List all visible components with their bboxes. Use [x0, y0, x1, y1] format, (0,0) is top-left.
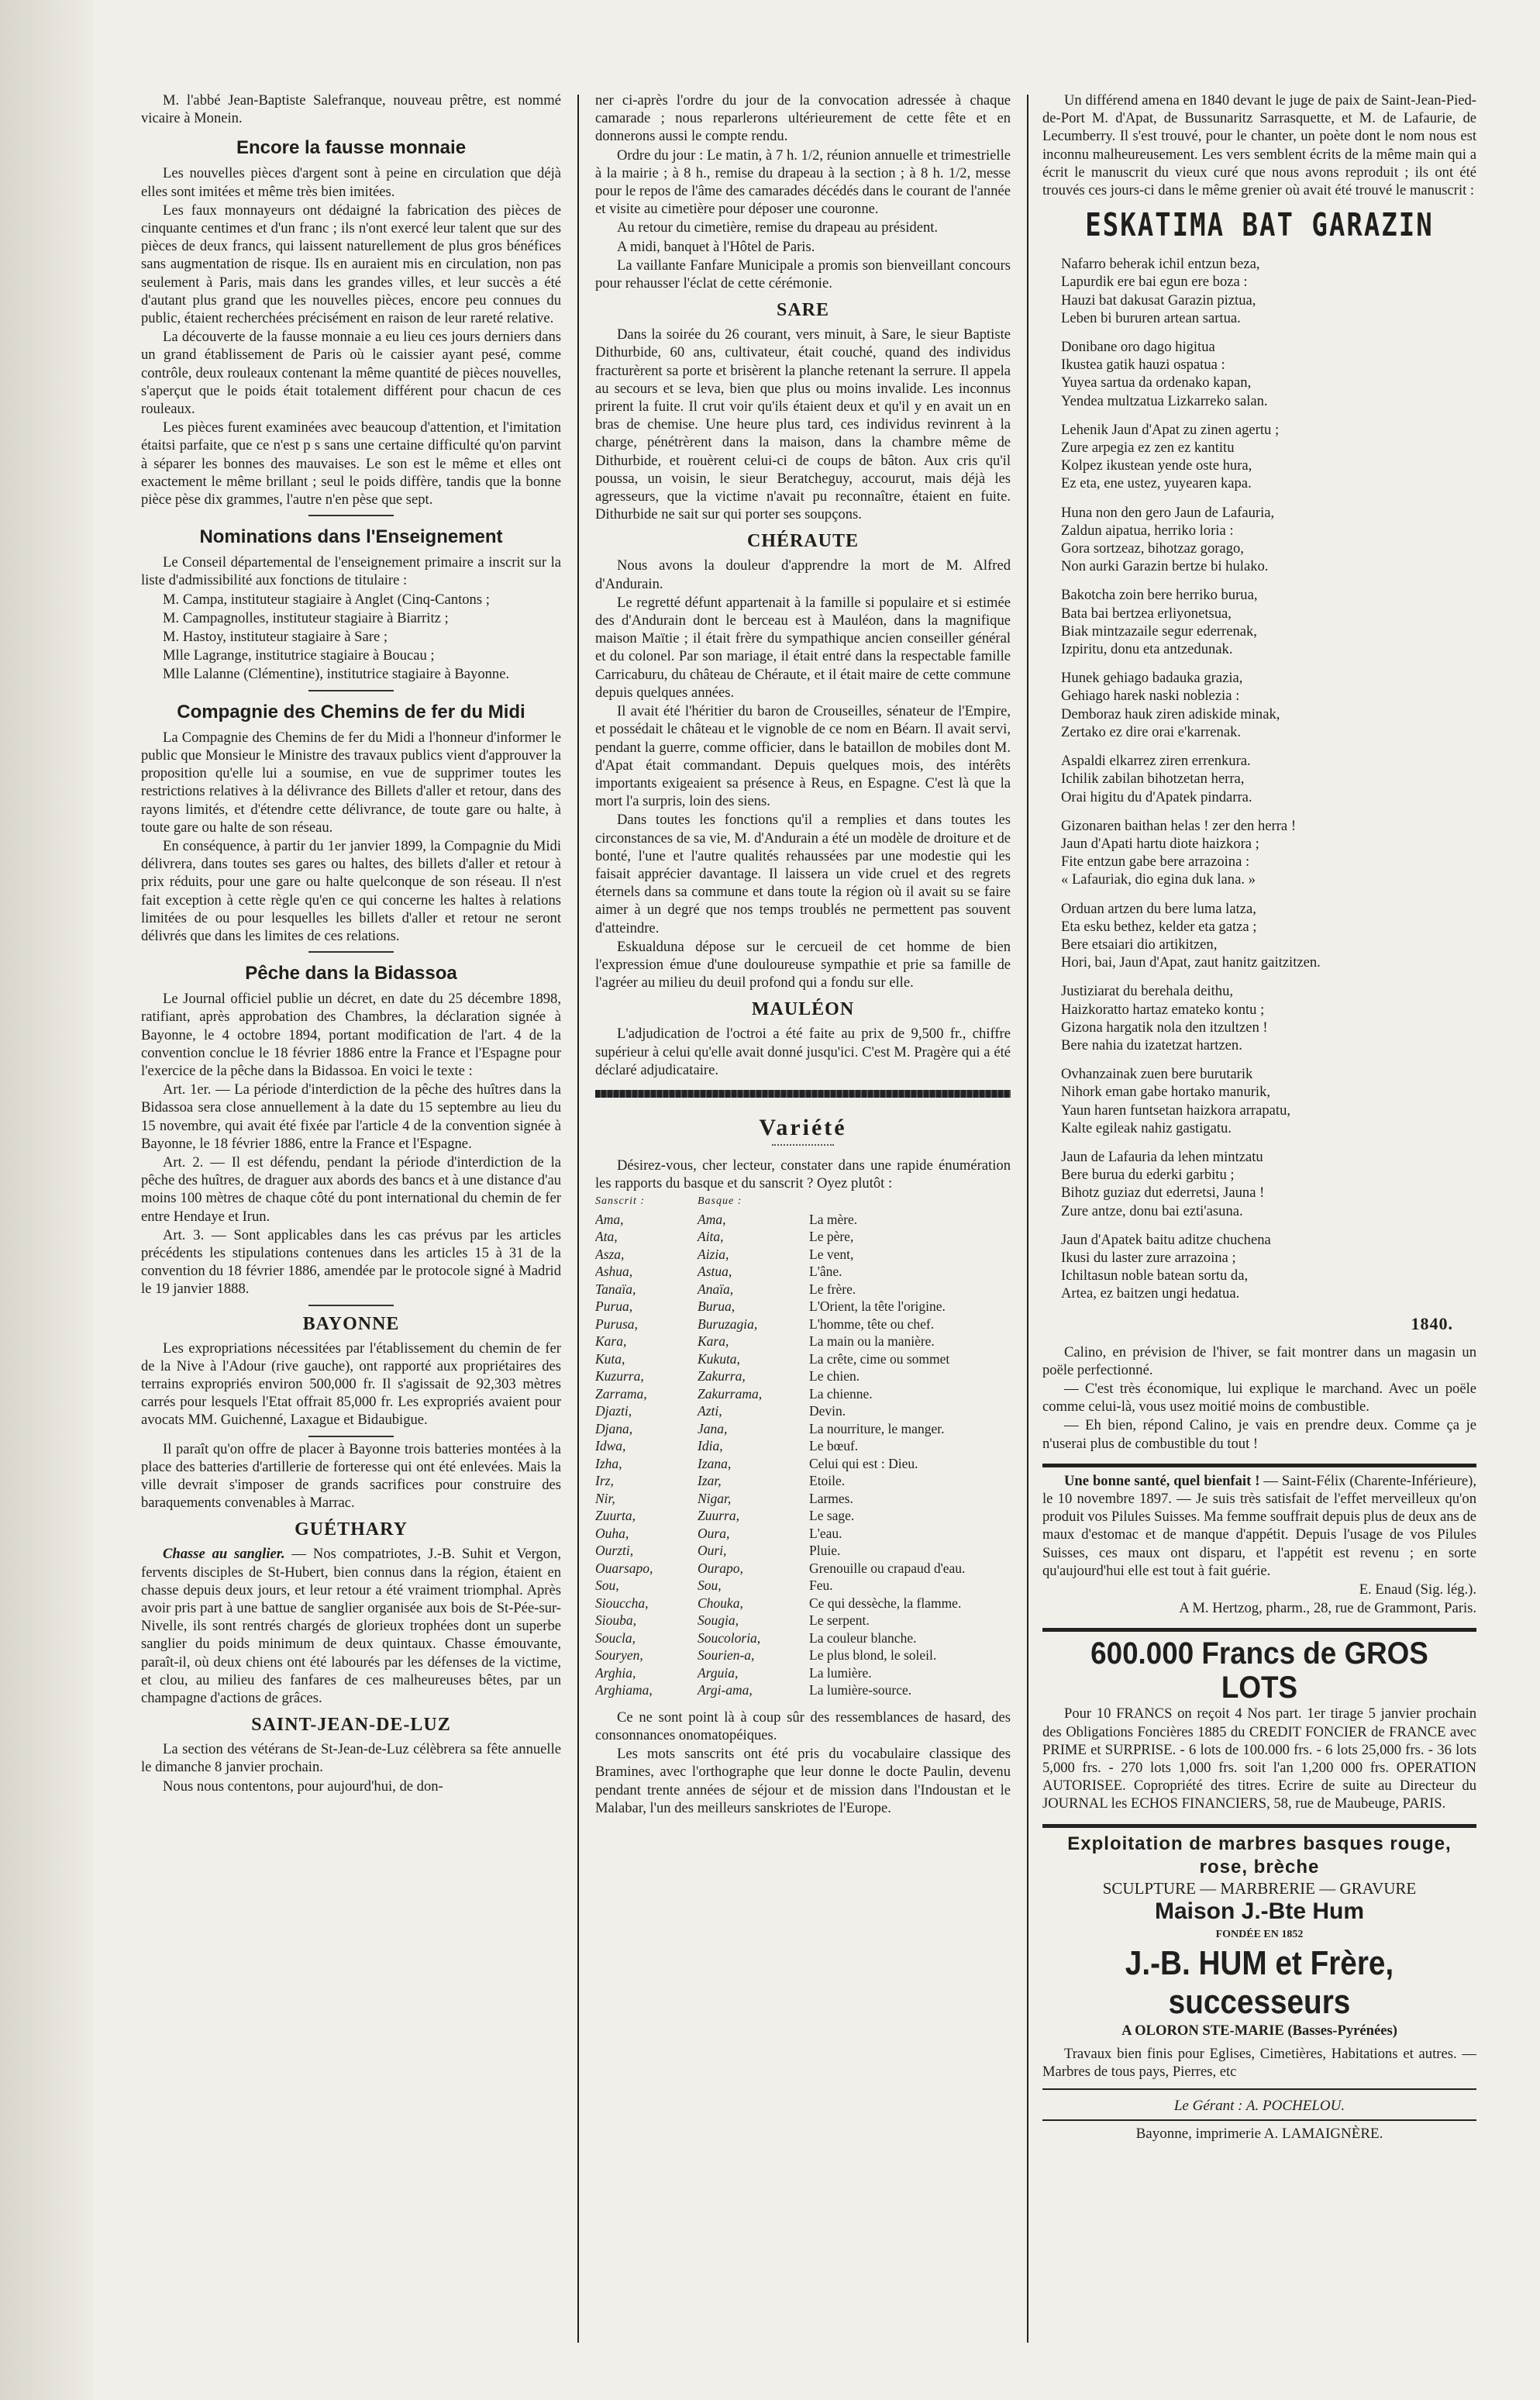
- vocab-row: [595, 1298, 1011, 1316]
- article-paragraph: [141, 1545, 561, 1707]
- poem-line: Gora sortzeaz, bihotzaz gorago,: [1061, 540, 1244, 557]
- vocab-meaning: Etoile.: [809, 1473, 846, 1489]
- poem-line: Orai higitu du d'Apatek pindarra.: [1061, 788, 1252, 805]
- vocab-header-sanscrit: Sanscrit :: [595, 1195, 646, 1208]
- intro-text: M. l'abbé Jean-Baptiste Salefranque, nouveau prêtre, est nommé vicaire à Monein.: [141, 92, 561, 127]
- ad-marbres-line6: A OLORON STE-MARIE (Basses-Pyrénées): [1121, 2022, 1397, 2039]
- heading-fausse-monnaie: Encore la fausse monnaie: [236, 137, 467, 159]
- vocab-meaning: La lumière.: [809, 1664, 872, 1681]
- poem-stanza: [1061, 817, 1476, 889]
- poem-line: Hauzi bat dakusat Garazin piztua,: [1061, 291, 1256, 309]
- vocab-sanscrit: Soucla,: [595, 1629, 636, 1646]
- heading-bayonne: BAYONNE: [302, 1313, 400, 1334]
- vocab-basque: Kara,: [698, 1333, 729, 1350]
- vocab-sanscrit: Arghia,: [595, 1664, 636, 1681]
- poem-line: Lehenik Jaun d'Apat zu zinen agertu ;: [1061, 421, 1280, 438]
- vocab-meaning: Le serpent.: [809, 1612, 870, 1629]
- vocab-sanscrit: Izha,: [595, 1455, 622, 1471]
- vocab-header: [595, 1193, 1011, 1211]
- vocab-meaning: L'eau.: [809, 1525, 842, 1541]
- vocab-meaning: Larmes.: [809, 1490, 853, 1506]
- vocab-meaning: Le chien.: [809, 1368, 860, 1384]
- poem-line: Justiziarat du berehala deithu,: [1061, 983, 1234, 1000]
- separator: [308, 951, 394, 953]
- vocab-basque: Izana,: [698, 1455, 732, 1471]
- vocab-row: [595, 1246, 1011, 1264]
- scan-margin: [0, 0, 93, 2400]
- vocab-row: [595, 1490, 1011, 1508]
- vocab-meaning: Le plus blond, le soleil.: [809, 1647, 937, 1664]
- vocab-basque: Chouka,: [698, 1595, 743, 1611]
- vocab-header-meaning: [809, 1193, 1011, 1211]
- vocab-basque: Izar,: [698, 1473, 722, 1489]
- vocab-row: [595, 1664, 1011, 1682]
- imprimerie: Bayonne, imprimerie A. LAMAIGNÈRE.: [1042, 2119, 1476, 2143]
- vocab-meaning: La crête, cime ou sommet: [809, 1350, 950, 1367]
- poem-line: Yaun haren funtsetan haizkora arrapatu,: [1061, 1102, 1291, 1119]
- vocab-meaning: L'âne.: [809, 1264, 842, 1280]
- vocab-sanscrit: Arghiama,: [595, 1682, 653, 1698]
- section-divider: [595, 1090, 1011, 1098]
- ad-marbres-line1: Exploitation de marbres basques rouge, rose, brèche: [1067, 1833, 1452, 1878]
- ad-divider: [1042, 1628, 1476, 1632]
- poem-stanza: [1061, 669, 1476, 741]
- ad-gros-lots-text: Pour 10 FRANCS on reçoit 4 Nos part. 1er tirage 5 janvier prochain des Obligations Foncières 1885 du CREDIT FONCIER de FRANCE avec PRIME et SURPRISE. - 6 lots de 100.000 frs. - 6 lots 25,000 frs. - 36 lots 5,000 frs. - 270 lots 1,000 frs. soit l'an 1,200 000 frs. OPERATION AUTORISEE. Copropriété des titres. Ecrire de suite au Directeur du JOURNAL les ECHOS FINANCIERS, 58, rue de Maubeuge, PARIS.: [1042, 1705, 1476, 1812]
- poem-stanza: [1061, 1148, 1476, 1220]
- vocab-sanscrit: Ouarsapo,: [595, 1560, 653, 1576]
- vocab-basque: Arguia,: [698, 1664, 739, 1681]
- vocab-sanscrit: Siouba,: [595, 1612, 636, 1629]
- poem-stanza: [1061, 255, 1476, 327]
- poem-stanza: [1061, 900, 1476, 972]
- poem-line: Jaun d'Apati hartu diote haizkora ;: [1061, 835, 1259, 852]
- poem-line: Haizkoratto hartaz emateko kontu ;: [1061, 1001, 1265, 1018]
- vocab-row: [595, 1525, 1011, 1543]
- vocab-table: [595, 1193, 1011, 1699]
- article-paragraph: Les pièces furent examinées avec beaucoup d'attention, et l'imitation étaitsi parfaite, que ce n'est p s sans une certaine difficulté qu'on parvint à séparer les bonnes des mauvaises. Le son est le même et elles ont exactement le même brillant ; seul le poids diffère, tandis que la bonne pièce pèse dix grammes, l'autre n'en pèse que sept.: [141, 419, 561, 509]
- poem-stanza: [1061, 1065, 1476, 1137]
- vocab-basque: Buruzagia,: [698, 1316, 758, 1332]
- poem-stanza: [1061, 586, 1476, 658]
- ad-divider: [1042, 1464, 1476, 1467]
- poem-line: Huna non den gero Jaun de Lafauria,: [1061, 504, 1275, 521]
- ad-signature: E. Enaud (Sig. lég.).: [1359, 1581, 1476, 1598]
- footer-divider: [1042, 2088, 1476, 2090]
- poem-line: Demboraz hauk ziren adiskide minak,: [1061, 705, 1280, 722]
- vocab-row: [595, 1595, 1011, 1612]
- ad-address: A M. Hertzog, pharm., 28, rue de Grammont, Paris.: [1179, 1600, 1476, 1617]
- vocab-row: [595, 1542, 1011, 1560]
- gerant: Le Gérant : A. POCHELOU.: [1173, 2098, 1345, 2115]
- vocab-row: [595, 1281, 1011, 1298]
- vocab-sanscrit: Ashua,: [595, 1264, 633, 1280]
- poem-line: Bere burua du ederki garbitu ;: [1061, 1167, 1235, 1184]
- vocab-meaning: Feu.: [809, 1578, 833, 1594]
- article-paragraph: Le Conseil départemental de l'enseignement primaire a inscrit sur la liste d'admissibilité aux fonctions de titulaire :: [141, 554, 561, 589]
- vocab-header-basque: Basque :: [698, 1195, 742, 1208]
- vocab-row: [595, 1316, 1011, 1333]
- ad-marbres-line2: SCULPTURE — MARBRERIE — GRAVURE: [1102, 1878, 1417, 1898]
- article-paragraph: Il avait été l'héritier du baron de Crouseilles, sénateur de l'Empire, et possédait le château et le vignoble de ce nom en Béarn. Il avait servi, pendant la guerre, comme officier, dans le bataillon de mobiles dont M. d'Apat était commandant. Depuis quelques mois, des intérêts importants exigeaient sa présence à Reus, en Espagne. C'est là que la mort l'a surpris, loin des siens.: [595, 703, 1011, 810]
- article-paragraph: Les mots sanscrits ont été pris du vocabulaire classique des Bramines, avec l'orthographe que leur donne le docte Paulin, devenu pendant trente années de séjour et de mission dans l'Indoustan et le Malabar, l'un des meilleurs sanskriotes de l'Europe.: [595, 1746, 1011, 1816]
- vocab-sanscrit: Siouccha,: [595, 1595, 649, 1611]
- vocab-basque: Idia,: [698, 1438, 723, 1454]
- poem-line: Artea, ez baitzen ungi hedatua.: [1061, 1285, 1240, 1302]
- poem-line: Ichilik zabilan bihotzetan herra,: [1061, 771, 1245, 788]
- vocab-sanscrit: Nir,: [595, 1490, 615, 1506]
- article-paragraph: — C'est très économique, lui explique le marchand. Avec un poële comme celui-là, vous usez moitié moins de combustible.: [1042, 1380, 1476, 1416]
- list-item: Mlle Lagrange, institutrice stagiaire à Boucau ;: [163, 647, 435, 664]
- poem-line: Lapurdik ere bai egun ere boza :: [1061, 274, 1248, 291]
- column-3: [1042, 91, 1476, 2367]
- heading-guethary: GUÉTHARY: [295, 1519, 408, 1540]
- heading-saint-jean-de-luz: SAINT-JEAN-DE-LUZ: [251, 1715, 451, 1736]
- vocab-basque: Aizia,: [698, 1246, 729, 1262]
- ad-gros-lots-title: 600.000 Francs de GROS LOTS: [1090, 1636, 1428, 1705]
- poem-line: Donibane oro dago higitua: [1061, 339, 1215, 356]
- list-item: M. Campa, instituteur stagiaire à Anglet (Cinq-Cantons ;: [163, 591, 490, 608]
- poem-line: Bakotcha zoin bere herriko burua,: [1061, 587, 1258, 604]
- vocab-meaning: L'Orient, la tête l'origine.: [809, 1298, 946, 1315]
- vocab-sanscrit: Irz,: [595, 1473, 614, 1489]
- poem: [1042, 255, 1476, 1302]
- poem-stanza: [1061, 982, 1476, 1054]
- vocab-meaning: La mère.: [809, 1211, 858, 1227]
- vocab-basque: Jana,: [698, 1420, 728, 1436]
- ad-divider: [1042, 1824, 1476, 1828]
- article-paragraph: — Eh bien, répond Calino, je vais en prendre deux. Comme ça je n'userai plus de combustible du tout !: [1042, 1417, 1476, 1452]
- poem-line: Yendea multzatua Lizkarreko salan.: [1061, 392, 1268, 409]
- vocab-meaning: La nourriture, le manger.: [809, 1420, 945, 1436]
- list-item: Mlle Lalanne (Clémentine), institutrice stagiaire à Bayonne.: [163, 666, 510, 683]
- vocab-sanscrit: Ouha,: [595, 1525, 629, 1541]
- vocab-sanscrit: Zarrama,: [595, 1385, 647, 1402]
- article-paragraph: Il paraît qu'on offre de placer à Bayonne trois batteries montées à la place des batteries d'artillerie de forteresse qui ont été enlevées. Mais la ville devrait s'imposer de grands sacrifices pour construire des baraquements convenables à Marrac.: [141, 1440, 561, 1512]
- article-paragraph: Les nouvelles pièces d'argent sont à peine en circulation que déjà elles sont imitées et même très bien imitées.: [141, 165, 561, 200]
- vocab-meaning: La main ou la manière.: [809, 1333, 935, 1350]
- poem-stanza: [1061, 338, 1476, 410]
- poem-line: Orduan artzen du bere luma latza,: [1061, 900, 1256, 917]
- vocab-sanscrit: Ourzti,: [595, 1543, 634, 1559]
- heading-chemins-de-fer: Compagnie des Chemins de fer du Midi: [177, 701, 525, 722]
- article-paragraph: Nous nous contentons, pour aujourd'hui, de don-: [163, 1778, 443, 1795]
- poem-line: Izpiritu, donu eta antzedunak.: [1061, 641, 1233, 658]
- poem-line: Gizona hargatik nola den itzultzen !: [1061, 1019, 1268, 1036]
- article-paragraph: La découverte de la fausse monnaie a eu lieu ces jours derniers dans un grand établissement de Paris où le caissier ayant pesé, comme contrôle, deux rouleaux contenant la même quantité de pièces nouvelles, s'aperçut que le poids était totalement différent pour chacun de ces rouleaux.: [141, 329, 561, 418]
- vocab-row: [595, 1472, 1011, 1490]
- poem-stanza: [1061, 1231, 1476, 1303]
- poem-line: Non aurki Garazin bertze bi hulako.: [1061, 558, 1269, 575]
- article-paragraph: Les faux monnayeurs ont dédaigné la fabrication des pièces de cinquante centimes et d'un franc ; ils n'ont exercé leur talent que sur des pièces de deux francs, qui laissent naturellement de plus gros bénéfices sans augmentation de risque. Ils en auraient mis en circulation, non pas seulement à Paris, mais dans les grandes villes, et leur succès a été d'autant plus grand que les nouvelles pièces, encore peu connues du public, étaient recherchées précisément en raison de leur rareté relative.: [141, 202, 561, 327]
- article-paragraph: L'adjudication de l'octroi a été faite au prix de 9,500 fr., chiffre supérieur à celui qu'elle avait donné jusqu'ici. C'est M. Pragère qui a été déclaré adjudicataire.: [595, 1026, 1011, 1078]
- article-paragraph: Art. 3. — Sont applicables dans les cas prévus par les articles précédents les stipulations contenues dans les articles 15 à 31 de la convention du 18 février 1886, amendée par le protocole signé à Madrid le 19 janvier 1888.: [141, 1226, 561, 1298]
- poem-line: Zure arpegia ez zen ez kantitu: [1061, 440, 1235, 457]
- article-paragraph: Nous avons la douleur d'apprendre la mort de M. Alfred d'Andurain.: [595, 557, 1011, 592]
- list-item: M. Campagnolles, instituteur stagiaire à Biarritz ;: [163, 609, 449, 626]
- poem-line: Eta esku bethez, kelder eta gatza ;: [1061, 918, 1257, 935]
- vocab-row: [595, 1647, 1011, 1664]
- article-paragraph: ner ci-après l'ordre du jour de la convocation adressée à chaque camarade ; nous reparlerons ultérieurement de cette fête et en donnerons aussi le compte rendu.: [595, 92, 1011, 145]
- vocab-row: [595, 1681, 1011, 1699]
- vocab-basque: Aita,: [698, 1229, 724, 1245]
- vocab-row: [595, 1455, 1011, 1473]
- column-2: [595, 91, 1011, 2367]
- vocab-meaning: Grenouille ou crapaud d'eau.: [809, 1560, 966, 1576]
- article-paragraph: A midi, banquet à l'Hôtel de Paris.: [617, 238, 815, 255]
- ornament: [772, 1144, 834, 1146]
- vocab-meaning: La chienne.: [809, 1385, 873, 1402]
- vocab-sanscrit: Djana,: [595, 1420, 633, 1436]
- vocab-meaning: Le bœuf.: [809, 1438, 859, 1454]
- vocab-meaning: Le vent,: [809, 1246, 854, 1262]
- separator: [308, 515, 394, 516]
- vocab-basque: Astua,: [698, 1264, 732, 1280]
- poem-line: Kalte egileak nahiz gastigatu.: [1061, 1119, 1232, 1136]
- poem-line: Zertako ez dire orai e'karrenak.: [1061, 723, 1242, 740]
- poem-line: « Lafauriak, dio egina duk lana. »: [1061, 871, 1256, 888]
- chasse-text: — Nos compatriotes, J.-B. Suhit et Vergon, fervents disciples de St-Hubert, bien connus dans la région, étaient en chasse depuis deux jours, et leur retour a été vraiment triomphal. Après avoir pris part à une battue de sanglier organisée aux bois de St-Pée-sur-Nivelle, ils sont rentrés chargés de glorieux trophées dont un superbe sanglier du poids minimum de deux quintaux. Chasse émouvante, paraît-il, où deux chiens ont été labourés par les défenses de la victime, et clou, au milieu des fanfares de ces malheureuses bêtes, par un champagne d'actions de grâces.: [141, 1546, 561, 1707]
- poem-line: Jaun de Lafauria da lehen mintzatu: [1061, 1148, 1263, 1165]
- vocab-sanscrit: Purusa,: [595, 1316, 638, 1332]
- vocab-basque: Sourien-a,: [698, 1647, 755, 1664]
- vocab-meaning: Le père,: [809, 1229, 854, 1245]
- poem-line: Ovhanzainak zuen bere burutarik: [1061, 1066, 1253, 1083]
- separator: [308, 1436, 394, 1437]
- heading-mauleon: MAULÉON: [751, 999, 855, 1020]
- heading-nominations: Nominations dans l'Enseignement: [199, 526, 503, 548]
- poem-line: Ez eta, ene ustez, yuyearen kapa.: [1061, 475, 1252, 492]
- poem-line: Nafarro beherak ichil entzun beza,: [1061, 256, 1260, 273]
- poem-line: Biak mintzazaile segur ederrenak,: [1061, 622, 1257, 640]
- vocab-sanscrit: Kara,: [595, 1333, 627, 1350]
- vocab-basque: Argi-ama,: [698, 1682, 753, 1698]
- vocab-meaning: L'homme, tête ou chef.: [809, 1316, 935, 1332]
- poem-line: Fite entzun gabe bere arrazoina :: [1061, 853, 1250, 871]
- poem-line: Ikusi du laster zure arrazoina ;: [1061, 1249, 1236, 1266]
- article-paragraph: Dans toutes les fonctions qu'il a remplies et dans toutes les circonstances de sa vie, M. d'Andurain a été un modèle de droiture et de bonté, l'une et l'autre qualités rehaussées par une modestie qui les faisait apprécier davantage. Il laissera un vide cruel et des regrets éternels dans sa commune et dans toute la région où il avait su se faire aimer à un degré que nos temps troublés ne permettent pas souvent d'atteindre.: [595, 812, 1011, 936]
- vocab-basque: Soucoloria,: [698, 1629, 761, 1646]
- vocab-row: [595, 1560, 1011, 1578]
- vocab-basque: Nigar,: [698, 1490, 732, 1506]
- vocab-basque: Ama,: [698, 1211, 726, 1227]
- vocab-basque: Azti,: [698, 1403, 722, 1419]
- vocab-basque: Kukuta,: [698, 1350, 740, 1367]
- article-paragraph: La vaillante Fanfare Municipale a promis son bienveillant concours pour rehausser l'éclat de cette cérémonie.: [595, 257, 1011, 292]
- vocab-sanscrit: Ata,: [595, 1229, 618, 1245]
- vocab-sanscrit: Sou,: [595, 1578, 619, 1594]
- ad-pilules: [1042, 1472, 1476, 1580]
- poem-line: Hori, bai, Jaun d'Apat, zaut hanitz gaitzitzen.: [1061, 954, 1321, 971]
- poem-line: Bere etsaiari dio artikitzen,: [1061, 936, 1218, 953]
- poem-stanza: [1061, 504, 1476, 576]
- vocab-basque: Ourapo,: [698, 1560, 743, 1576]
- article-paragraph: Les expropriations nécessitées par l'établissement du chemin de fer de la Nive à l'Adour (rive gauche), ont rapporté aux propriétaires des terrains expropriés environ 500,000 fr. Il s'agissait de 92,303 mètres carrés pour lesquels l'Etat offrait 85,000 fr. Les expropriés avaient pour avocats MM. Guichenné, Laxague et Bidaubigue.: [141, 1340, 561, 1429]
- vocab-row: [595, 1211, 1011, 1229]
- vocab-row: [595, 1385, 1011, 1403]
- vocab-sanscrit: Tanaïa,: [595, 1281, 636, 1297]
- separator: [308, 1305, 394, 1306]
- vocab-sanscrit: Asza,: [595, 1246, 625, 1262]
- column-rule-left: [577, 95, 579, 2343]
- poem-line: Gizonaren baithan helas ! zer den herra !: [1061, 817, 1297, 834]
- poem-line: Ichiltasun noble batean sortu da,: [1061, 1267, 1249, 1284]
- poem-line: Nihork eman gabe hortako manurik,: [1061, 1084, 1271, 1101]
- article-paragraph: Désirez-vous, cher lecteur, constater dans une rapide énumération les rapports du basque et du sanscrit ? Oyez plutôt :: [595, 1157, 1011, 1192]
- article-paragraph: Art. 2. — Il est défendu, pendant la période d'interdiction de la pêche des huîtres, de draguer aux abords des bancs et à une distance d'au moins 100 mètres de chaque côté du pont international du chemin de fer entre Hendaye et Irun.: [141, 1153, 561, 1225]
- heading-variete: Variété: [759, 1114, 847, 1140]
- poem-line: Yuyea sartua da ordenako kapan,: [1061, 374, 1252, 391]
- vocab-sanscrit: Kuta,: [595, 1350, 625, 1367]
- subhead-chasse: Chasse au sanglier.: [163, 1546, 285, 1563]
- vocab-basque: Zuurra,: [698, 1508, 739, 1524]
- heading-peche-bidassoa: Pêche dans la Bidassoa: [245, 963, 457, 984]
- poem-line: Zaldun aipatua, herriko loria :: [1061, 522, 1234, 539]
- poem-line: Bere nahia du izatetzat hartzen.: [1061, 1036, 1242, 1053]
- vocab-row: [595, 1350, 1011, 1368]
- poem-line: Aspaldi elkarrez ziren errenkura.: [1061, 753, 1251, 770]
- vocab-row: [595, 1507, 1011, 1525]
- ad-text: — Saint-Félix (Charente-Inférieure), le 10 novembre 1897. — Je suis très satisfait de l'effet merveilleux qu'on produit vos Pilules Suisses. Ma femme souffrait depuis plus de deux ans de maux d'estomac et de manque d'appétit. Depuis l'usage de vos Pilules Suisses, ces maux ont disparu, et l'appétit est revenu ; en sorte qu'aujourd'hui elle est tout à fait guérie.: [1042, 1472, 1476, 1579]
- ad-marbres-line3: Maison J.-Bte Hum: [1154, 1898, 1365, 1924]
- poem-line: Bata bai bertzea erliyonetsua,: [1061, 605, 1232, 622]
- vocab-meaning: Ce qui dessèche, la flamme.: [809, 1595, 962, 1611]
- column-1: [141, 91, 561, 2367]
- vocab-row: [595, 1263, 1011, 1281]
- poem-stanza: [1061, 421, 1476, 493]
- vocab-meaning: Le sage.: [809, 1508, 855, 1524]
- vocab-sanscrit: Kuzurra,: [595, 1368, 644, 1384]
- vocab-basque: Zakurra,: [698, 1368, 746, 1384]
- vocab-basque: Sougia,: [698, 1612, 739, 1629]
- heading-sare: SARE: [776, 300, 830, 321]
- vocab-basque: Zakurrama,: [698, 1385, 763, 1402]
- vocab-meaning: La lumière-source.: [809, 1682, 912, 1698]
- ad-marbres-line5: J.-B. HUM et Frère, successeurs: [1125, 1943, 1394, 2021]
- article-paragraph: Eskualduna dépose sur le cercueil de cet homme de bien l'expression émue d'une douloureuse sympathie et prie sa famille de l'agréer au milieu du deuil profond qui a fondu sur elle.: [595, 938, 1011, 991]
- vocab-meaning: Celui qui est : Dieu.: [809, 1455, 918, 1471]
- vocab-row: [595, 1629, 1011, 1647]
- vocab-row: [595, 1367, 1011, 1385]
- article-paragraph: Ordre du jour : Le matin, à 7 h. 1/2, réunion annuelle et trimestrielle à la mairie ; à 8 h., remise du drapeau à la section ; à 8 h. 1/2, messe pour le repos de l'âme des camarades décédés dans le courant de l'année et visite au cimetière pour déposer une couronne.: [595, 147, 1011, 218]
- vocab-meaning: Devin.: [809, 1403, 846, 1419]
- list-item: M. Hastoy, instituteur stagiaire à Sare ;: [163, 629, 388, 646]
- ad-headline: Une bonne santé, quel bienfait !: [1064, 1472, 1260, 1489]
- vocab-row: [595, 1228, 1011, 1246]
- article-paragraph: Ce ne sont point là à coup sûr des ressemblances de hasard, des consonnances onomatopéiques.: [595, 1709, 1011, 1744]
- vocab-row: [595, 1437, 1011, 1455]
- vocab-sanscrit: Zuurta,: [595, 1508, 636, 1524]
- vocab-basque: Ouri,: [698, 1543, 727, 1559]
- vocab-row: [595, 1402, 1011, 1420]
- poem-line: Bihotz guziaz dut ederretsi, Jauna !: [1061, 1184, 1265, 1202]
- vocab-row: [595, 1612, 1011, 1629]
- article-paragraph: En conséquence, à partir du 1er janvier 1899, la Compagnie du Midi délivrera, dans toutes ses gares ou haltes, des billets d'aller et retour à prix réduits, pour une gare ou halte quelconque de son réseau. Il n'est fait exception à cette règle qu'en ce qui concerne les haltes à relations limitées de ou pour lesquelles les billets d'aller et retour ne seront délivrés que dans les limites de ces relations.: [141, 837, 561, 944]
- ad-marbres-line4: FONDÉE EN 1852: [1215, 1928, 1304, 1940]
- vocab-basque: Sou,: [698, 1578, 722, 1594]
- article-paragraph: La section des vétérans de St-Jean-de-Luz célèbrera sa fête annuelle le dimanche 8 janvier prochain.: [141, 1741, 561, 1776]
- vocab-meaning: La couleur blanche.: [809, 1629, 917, 1646]
- poem-line: Kolpez ikustean yende oste hura,: [1061, 457, 1252, 474]
- vocab-sanscrit: Purua,: [595, 1298, 633, 1315]
- column-rule-right: [1027, 95, 1028, 2343]
- article-paragraph: Au retour du cimetière, remise du drapeau au président.: [617, 219, 939, 236]
- article-paragraph: Un différend amena en 1840 devant le juge de paix de Saint-Jean-Pied-de-Port M. d'Apat, de Bussunaritz Sarrasquette, et M. de Lafaurie, de Lecumberry. Il s'est trouvé, pour le chanter, un poète dont le nom nous est inconnu malheureusement. Les vers semblent écrits de la même main qui a écrit le manuscrit du vieux curé que nous avons reproduit ; ils ont été trouvés ces jours-ci dans le même grenier où avait été trouvé le manuscrit :: [1042, 92, 1476, 199]
- separator: [308, 690, 394, 691]
- poem-line: Gehiago harek naski noblezia :: [1061, 688, 1240, 705]
- vocab-meaning: Pluie.: [809, 1543, 841, 1559]
- article-paragraph: Calino, en prévision de l'hiver, se fait montrer dans un magasin un poële perfectionné.: [1042, 1343, 1476, 1378]
- article-paragraph: Dans la soirée du 26 courant, vers minuit, à Sare, le sieur Baptiste Dithurbide, 60 ans, cultivateur, était couché, quand des individus fracturèrent sa porte et brisèrent la planche retenant la serrure. Il appela au secours et se leva, bien que plus ou moins invalide. Les inconnus prirent la fuite. Il crut voir qu'ils étaient deux et qu'il y en avait un en bras de chemise. Une heure plus tard, ces individus revinrent à la charge, pénétrèrent dans la maison, dans la chambre même de Dithurbide, et rouèrent celui-ci de coups de bâton. Aux cris qu'il poussa, un voisin, le sieur Beratcheguy, accourut, mais déjà les agresseurs, que la victime n'avait pu reconnaître, étaient en fuite. Dithurbide ne sait sur qui porter ses soupçons.: [595, 326, 1011, 523]
- poem-line: Jaun d'Apatek baitu aditze chuchena: [1061, 1231, 1271, 1248]
- article-paragraph: Le Journal officiel publie un décret, en date du 25 décembre 1898, ratifiant, après approbation des Chambres, la déclaration signée à Bayonne, le 4 octobre 1894, portant modification de l'art. 4 de la convention conclue le 18 février 1886 entre la France et l'Espagne pour l'exercice de la pêche dans la Bidassoa. En voici le texte :: [141, 991, 561, 1079]
- vocab-sanscrit: Ama,: [595, 1211, 624, 1227]
- article-paragraph: Art. 1er. — La période d'interdiction de la pêche des huîtres dans la Bidassoa sera close annuellement à la date du 15 septembre au lieu du 15 novembre, qui avait été fixée par l'article 4 de la convention signée à Bayonne, le 18 février 1886, entre la France et l'Espagne.: [141, 1081, 561, 1152]
- vocab-meaning: Le frère.: [809, 1281, 856, 1297]
- poem-stanza: [1061, 752, 1476, 806]
- poem-line: Hunek gehiago badauka grazia,: [1061, 670, 1243, 687]
- article-paragraph: La Compagnie des Chemins de fer du Midi a l'honneur d'informer le public que Monsieur le Ministre des travaux publics vient d'approuver la proposition qu'elle lui a soumise, en vue de supprimer toutes les restrictions relatives à la délivrance des Billets d'aller et retour, dans des rayons limités, et d'étendre cette délivrance, de toute gare ou halte, à toute gare ou halte de son réseau.: [141, 729, 561, 836]
- vocab-row: [595, 1420, 1011, 1438]
- poem-title: ESKATIMA BAT GARAZIN: [1085, 207, 1434, 245]
- vocab-sanscrit: Idwa,: [595, 1438, 626, 1454]
- poem-line: Zure antze, donu bai ezti'asuna.: [1061, 1202, 1243, 1219]
- ad-marbres-line7: Travaux bien finis pour Eglises, Cimetières, Habitations et autres. — Marbres de tous pays, Pierres, etc: [1042, 2045, 1476, 2080]
- poem-date: 1840.: [1411, 1313, 1453, 1333]
- vocab-row: [595, 1577, 1011, 1595]
- poem-line: Ikustea gatik hauzi ospatua :: [1061, 357, 1225, 374]
- vocab-basque: Anaïa,: [698, 1281, 734, 1297]
- article-paragraph: Le regretté défunt appartenait à la famille si populaire et si estimée des d'Andurain dont le berceau est à Mauléon, dans la magnifique maison Maïtie ; il était frère du sympathique ancien conseiller général et du colonel. Par son mariage, il était entré dans la respectable famille Carricaburu, du château de Chéraute, et il était maire de cette commune depuis quelques années.: [595, 594, 1011, 701]
- vocab-sanscrit: Souryen,: [595, 1647, 643, 1664]
- poem-line: Leben bi bururen artean sartua.: [1061, 309, 1241, 326]
- vocab-basque: Oura,: [698, 1525, 730, 1541]
- vocab-row: [595, 1333, 1011, 1350]
- vocab-sanscrit: Djazti,: [595, 1403, 632, 1419]
- heading-cheraute: CHÉRAUTE: [746, 531, 860, 552]
- vocab-basque: Burua,: [698, 1298, 736, 1315]
